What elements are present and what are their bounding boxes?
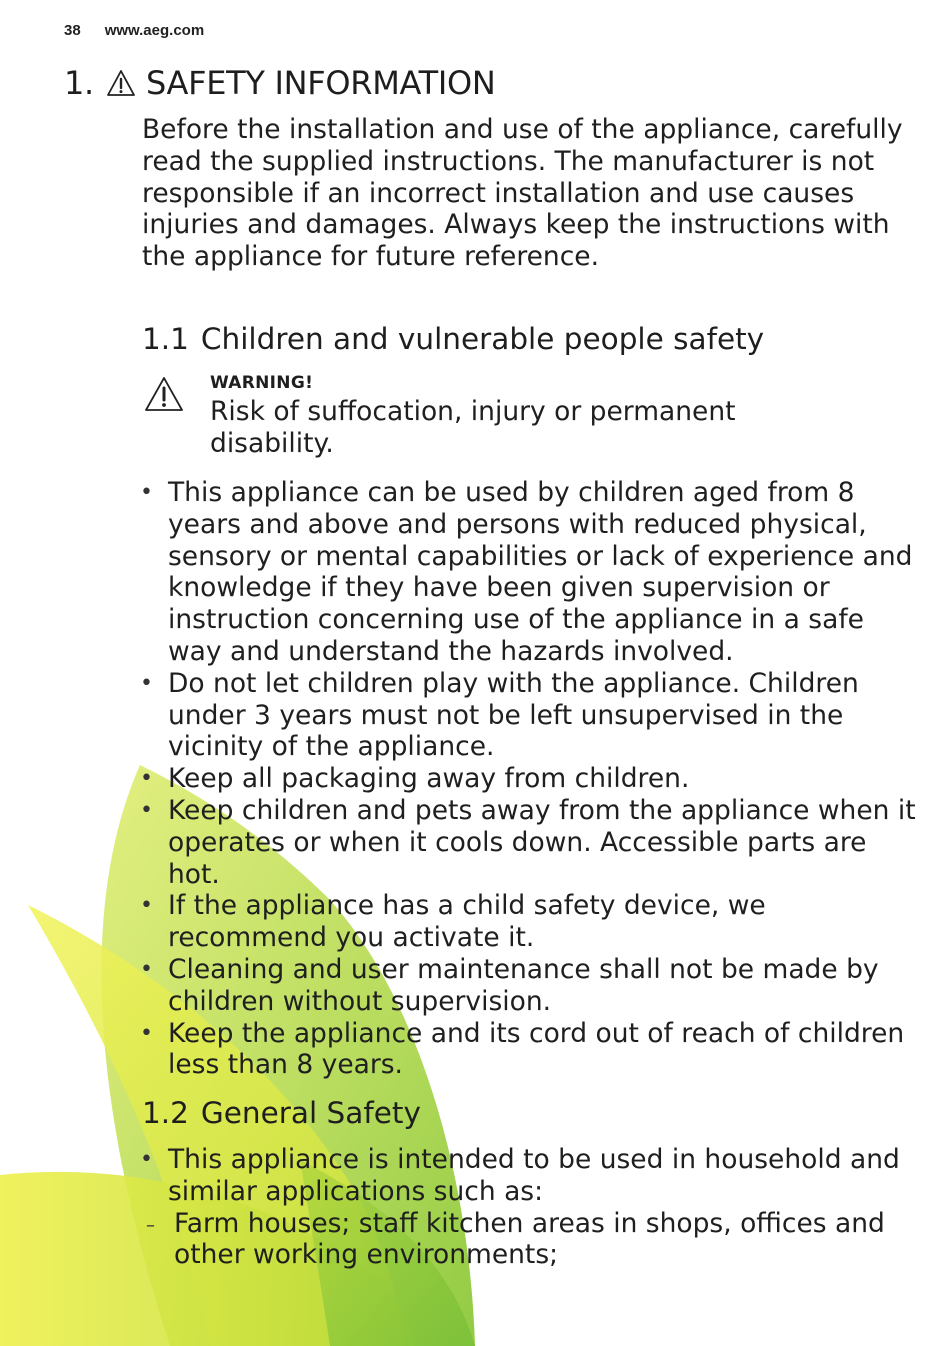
sub-list	[140, 1208, 920, 1272]
warning-triangle-icon	[144, 376, 184, 412]
section-1-1-heading	[142, 322, 764, 356]
sub-list-item: – Farm houses; staff kitchen areas in shops, offices and other working environments;	[140, 1208, 920, 1272]
list-item-text: This appliance is intended to be used in household and similar applications such as:	[168, 1144, 900, 1207]
warning-triangle-icon	[106, 69, 136, 97]
list-item: • Keep all packaging away from children.	[140, 763, 920, 795]
section-1-2-heading	[142, 1096, 421, 1130]
section-1-number: 1.	[64, 64, 94, 102]
list-item: • Keep the appliance and its cord out of reach of children less than 8 years.	[140, 1018, 920, 1082]
section-1-2-number: 1.2	[142, 1096, 189, 1130]
general-safety-list	[140, 1144, 920, 1271]
section-1-1-number: 1.1	[142, 322, 189, 356]
section-1-1-title: Children and vulnerable people safety	[200, 322, 765, 356]
list-item	[140, 1144, 920, 1271]
warning-text: Risk of suffocation, injury or permanent disability.	[210, 396, 736, 459]
list-item: • If the appliance has a child safety device, we recommend you activate it.	[140, 890, 920, 954]
list-item: • This appliance can be used by children aged from 8 years and above and persons with reduced physical, sensory or mental capabilities or lack of experience and knowledge if they have been given supervision or instruction concerning use of the appliance in a safe way and understand the hazards involved.	[140, 477, 920, 668]
safety-intro-paragraph: Before the installation and use of the appliance, carefully read the supplied instructions. The manufacturer is not responsible if an incorrect installation and use causes injuries and damages. Always keep the instructions with the appliance for future reference.	[142, 114, 903, 273]
list-item: • Keep children and pets away from the appliance when it operates or when it cools down. Accessible parts are hot.	[140, 795, 920, 890]
page-number: 38	[64, 22, 81, 39]
section-1-heading	[64, 64, 496, 102]
list-item: • Cleaning and user maintenance shall not be made by children without supervision.	[140, 954, 920, 1018]
children-safety-list	[140, 477, 920, 1081]
section-1-title: SAFETY INFORMATION	[145, 64, 496, 102]
warning-label: WARNING!	[210, 373, 314, 393]
list-item: • Do not let children play with the appliance. Children under 3 years must not be left unsupervised in the vicinity of the appliance.	[140, 668, 920, 763]
page-header	[64, 22, 204, 39]
website-url: www.aeg.com	[104, 22, 205, 39]
section-1-2-title: General Safety	[200, 1096, 421, 1130]
